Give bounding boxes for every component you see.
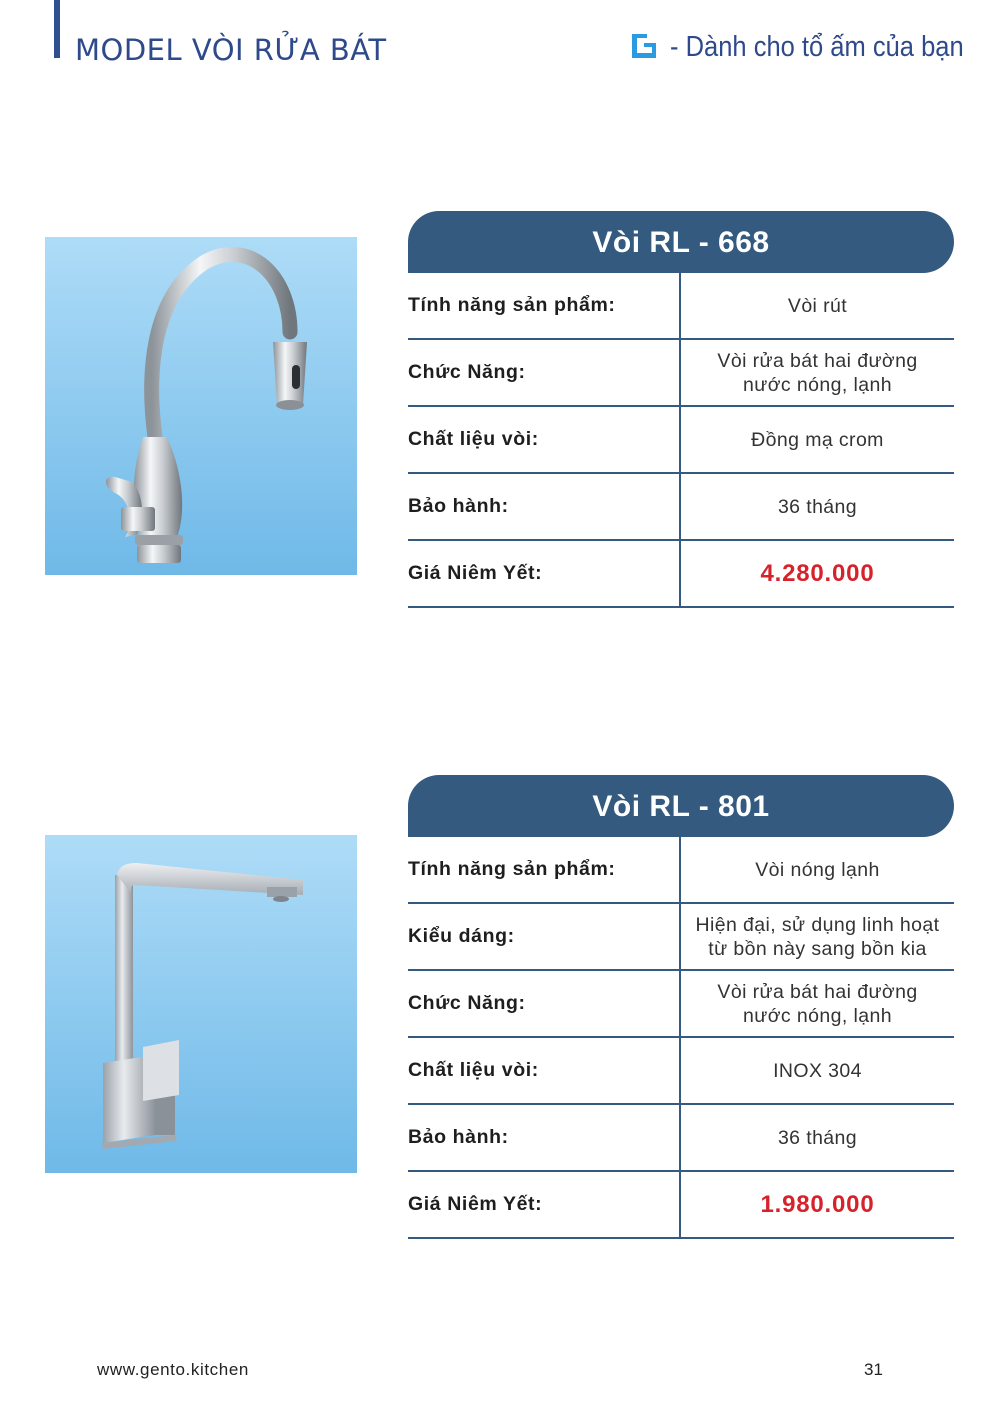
spec-label: Kiểu dáng: bbox=[408, 904, 681, 969]
header-accent-bar bbox=[54, 0, 60, 58]
spec-value: Vòi rút bbox=[787, 294, 848, 317]
spec-row bbox=[408, 1038, 954, 1105]
spec-value: Vòi nóng lạnh bbox=[755, 858, 880, 881]
square-faucet-illustration bbox=[45, 835, 357, 1173]
spec-label: Bảo hành: bbox=[408, 474, 681, 539]
spec-row bbox=[408, 904, 954, 971]
spec-label: Chức Năng: bbox=[408, 340, 681, 405]
gento-logo-icon bbox=[630, 30, 658, 60]
spec-value: Vòi rửa bát hai đường nước nóng, lạnh bbox=[717, 980, 918, 1027]
spec-table-rl-668 bbox=[408, 211, 954, 608]
spec-row bbox=[408, 407, 954, 474]
spec-row bbox=[408, 837, 954, 904]
spec-label: Tính năng sản phẩm: bbox=[408, 837, 681, 902]
tagline: - Dành cho tổ ấm của bạn bbox=[670, 31, 964, 63]
price-value: 4.280.000 bbox=[760, 559, 875, 587]
spec-label: Chức Năng: bbox=[408, 971, 681, 1036]
product-photo-rl-801 bbox=[45, 835, 357, 1173]
spec-row bbox=[408, 273, 954, 340]
product-name: Vòi RL - 668 bbox=[408, 211, 954, 273]
spec-label: Bảo hành: bbox=[408, 1105, 681, 1170]
spec-value: 36 tháng bbox=[777, 1126, 858, 1149]
page-number: 31 bbox=[864, 1360, 883, 1379]
spec-row bbox=[408, 340, 954, 407]
product-name: Vòi RL - 801 bbox=[408, 775, 954, 837]
spec-row bbox=[408, 474, 954, 541]
pull-out-faucet-illustration bbox=[45, 237, 357, 575]
spec-label: Chất liệu vòi: bbox=[408, 1038, 681, 1103]
spec-label: Chất liệu vòi: bbox=[408, 407, 681, 472]
spec-label: Tính năng sản phẩm: bbox=[408, 273, 681, 338]
spec-row bbox=[408, 1172, 954, 1239]
spec-row bbox=[408, 971, 954, 1038]
spec-row bbox=[408, 1105, 954, 1172]
footer-website-link[interactable]: www.gento.kitchen bbox=[97, 1360, 249, 1379]
spec-table-rl-801 bbox=[408, 775, 954, 1239]
spec-value: INOX 304 bbox=[773, 1059, 862, 1082]
price-value: 1.980.000 bbox=[760, 1190, 875, 1218]
spec-label: Giá Niêm Yết: bbox=[408, 541, 681, 606]
product-photo-rl-668 bbox=[45, 237, 357, 575]
spec-value: Đồng mạ crom bbox=[751, 428, 884, 451]
page-title: MODEL VÒI RỬA BÁT bbox=[75, 33, 387, 67]
spec-value: Vòi rửa bát hai đường nước nóng, lạnh bbox=[717, 349, 918, 396]
spec-row bbox=[408, 541, 954, 608]
spec-label: Giá Niêm Yết: bbox=[408, 1172, 681, 1237]
spec-value: Hiện đại, sử dụng linh hoạt từ bồn này sang bồn kia bbox=[695, 913, 940, 960]
spec-value: 36 tháng bbox=[777, 495, 858, 518]
